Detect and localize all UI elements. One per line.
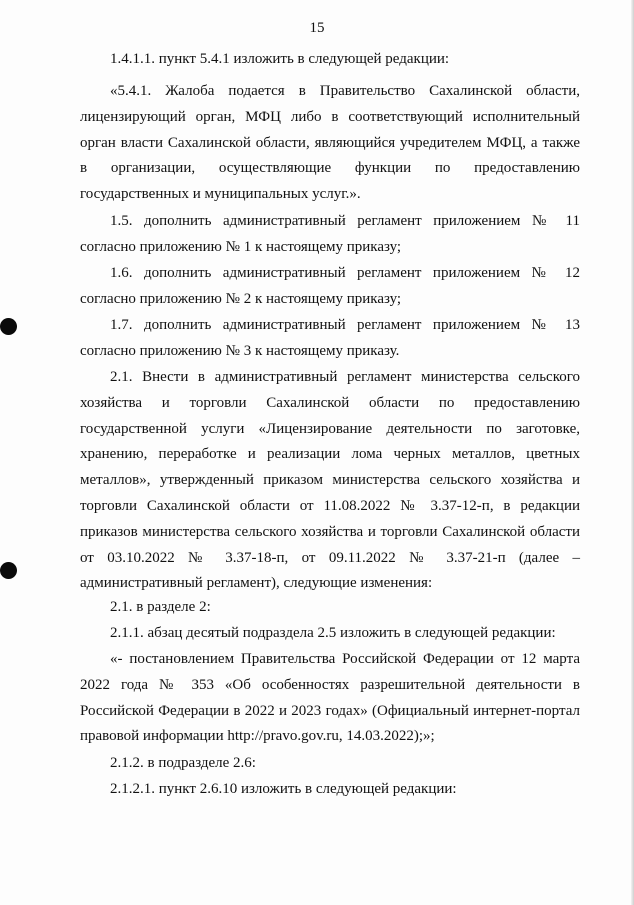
paragraph-quote-decree: «- постановлением Правительства Российской Федерации от 12 марта 2022 года № 353 «Об особенностях разрешительной деятельности в Российской Федерации в 2022 и 2023 годах» (Официальный интернет-портал правовой информации http://pravo.gov.ru, 14.03.2022);»; <box>80 651 580 745</box>
paragraph-2-1-2-1: 2.1.2.1. пункт 2.6.10 изложить в следующей редакции: <box>110 781 457 797</box>
paragraph-1-6: 1.6. дополнить административный регламент приложением № 12 согласно приложению № 2 к настоящему приказу; <box>80 265 580 307</box>
punch-hole-bottom <box>0 562 17 579</box>
paragraph-1-4-1-1: 1.4.1.1. пункт 5.4.1 изложить в следующей редакции: <box>110 51 450 67</box>
paragraph-2-1-section: 2.1. в разделе 2: <box>110 599 211 615</box>
paragraph-1-5: 1.5. дополнить административный регламент приложением № 11 согласно приложению № 1 к настоящему приказу; <box>80 213 580 255</box>
paragraph-quote-5-4-1: «5.4.1. Жалоба подается в Правительство Сахалинской области, лицензирующий орган, МФЦ либо в соответствующий исполнительный орган власти Сахалинской области, являющийся учредителем МФЦ, а также в организации, осуществляющие функции по предоставлению государственных и муниципальных услуг.». <box>80 83 580 203</box>
paragraph-1-7: 1.7. дополнить административный регламент приложением № 13 согласно приложению № 3 к настоящему приказу. <box>80 317 580 359</box>
paragraph-2-1-main: 2.1. Внести в административный регламент министерства сельского хозяйства и торговли Сахалинской области по предоставлению государственной услуги «Лицензирование деятельности по заготовке, хранению, переработке и реализации лома черных металлов, цветных металлов», утвержденный приказом министерства сельского хозяйства и торговли Сахалинской области от 11.08.2022 № 3.37-12-п, в редакции приказов министерства сельского хозяйства и торговли Сахалинской области от 03.10.2022 № 3.37-18-п, от 09.11.2022 № 3.37-21-п (далее – административный регламент), следующие изменения: <box>80 369 580 592</box>
punch-hole-top <box>0 318 17 335</box>
page-number: 15 <box>309 20 325 36</box>
paragraph-2-1-2: 2.1.2. в подразделе 2.6: <box>110 755 256 771</box>
paragraph-2-1-1: 2.1.1. абзац десятый подраздела 2.5 изложить в следующей редакции: <box>110 625 556 641</box>
